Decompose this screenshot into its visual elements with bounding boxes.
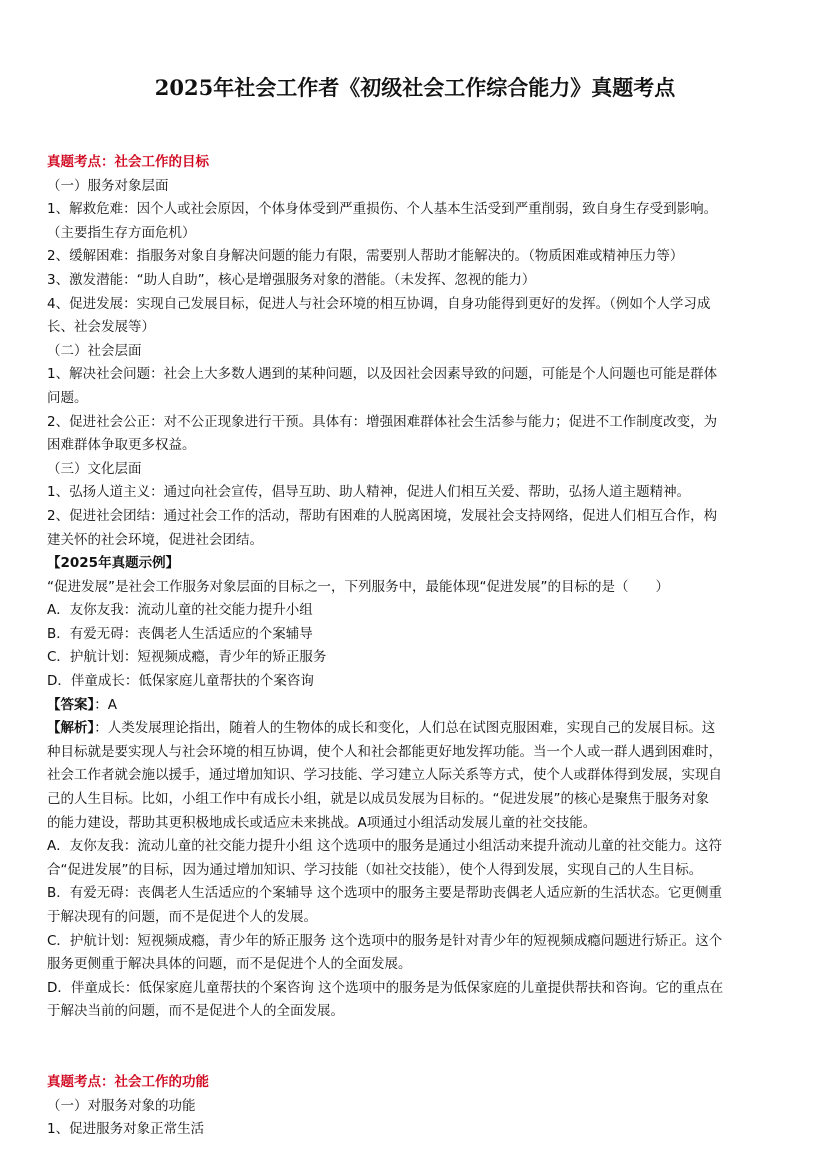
text-line: 种目标就是要实现人与社会环境的相互协调，使个人和社会都能更好地发挥功能。当一个人或一群人遇到困难时，	[47, 743, 722, 760]
analysis-line	[47, 717, 782, 741]
example-heading: 【2025年真题示例】	[47, 555, 180, 572]
text-line: 的能力建设，帮助其更积极地成长或适应未来挑战。A项通过小组活动发展儿童的社交技能。	[47, 814, 597, 831]
option-a: A．友你友我：流动儿童的社交能力提升小组	[47, 602, 313, 619]
text-line: （主要指生存方面危机）	[47, 224, 196, 241]
subheading-social-level: （二）社会层面	[47, 342, 142, 359]
text-line: 1、解救危难：因个人或社会原因，个体身体受到严重损伤、个人基本生活受到严重削弱，致自身生存受到影响。	[47, 201, 718, 218]
option-c: C．护航计划：短视频成瘾，青少年的矫正服务	[47, 649, 327, 666]
answer-line	[47, 694, 782, 718]
text-line: 社会工作者就会施以援手，通过增加知识、学习技能、学习建立人际关系等方式，使个人或群体得到发展，实现自	[47, 767, 722, 784]
text-line: 2、促进社会团结：通过社会工作的活动，帮助有困难的人脱离困境，发展社会支持网络，促进人们相互合作，构	[47, 507, 718, 524]
answer-label: 【答案】	[47, 696, 95, 713]
text-line: A．友你友我：流动儿童的社交能力提升小组 这个选项中的服务是通过小组活动来提升流动儿童的社交能力。这符	[47, 838, 723, 855]
section-heading-goals: 真题考点：社会工作的目标	[47, 154, 209, 170]
subheading-client-level: （一）服务对象层面	[47, 177, 169, 194]
text-line: 长、社会发展等）	[47, 319, 155, 336]
text-line: B．有爱无碍：丧偶老人生活适应的个案辅导 这个选项中的服务主要是帮助丧偶老人适应新的生活状态。它更侧重	[47, 885, 723, 902]
subheading-culture-level: （三）文化层面	[47, 460, 142, 477]
answer-value: ：A	[94, 696, 117, 713]
text-line: 3、激发潜能：“助人自助”，核心是增强服务对象的潜能。（未发挥、忽视的能力）	[47, 271, 536, 288]
text-line: 2、缓解困难：指服务对象自身解决问题的能力有限，需要别人帮助才能解决的。（物质困难或精神压力等）	[47, 248, 684, 265]
analysis-text: ：人类发展理论指出，随着人的生物体的成长和变化，人们总在试图克服困难，实现自己的发展目标。这	[94, 720, 716, 737]
text-line: 问题。	[47, 389, 88, 406]
text-line: 于解决当前的问题，而不是促进个人的全面发展。	[47, 1003, 344, 1020]
option-b: B．有爱无碍：丧偶老人生活适应的个案辅导	[47, 625, 313, 642]
text-line: 困难群体争取更多权益。	[47, 437, 196, 454]
section-gap	[47, 1024, 782, 1071]
document-title: 2025年社会工作者《初级社会工作综合能力》真题考点	[154, 75, 676, 100]
subheading-client-functions: （一）对服务对象的功能	[47, 1097, 196, 1114]
document-body	[47, 151, 782, 1142]
text-line: 1、促进服务对象正常生活	[47, 1121, 205, 1138]
text-line: D．伴童成长：低保家庭儿童帮扶的个案咨询 这个选项中的服务是为低保家庭的儿童提供帮扶和咨询。它的重点在	[47, 979, 724, 996]
text-line: C．护航计划：短视频成瘾，青少年的矫正服务 这个选项中的服务是针对青少年的短视频成瘾问题进行矫正。这个	[47, 932, 723, 949]
text-line: 4、促进发展：实现自己发展目标，促进人与社会环境的相互协调，自身功能得到更好的发挥。（例如个人学习成	[47, 295, 711, 312]
text-line: 己的人生目标。比如，小组工作中有成长小组，就是以成员发展为目标的。“促进发展”的核心是聚焦于服务对象	[47, 791, 709, 808]
text-line: 1、解决社会问题：社会上大多数人遇到的某种问题，以及因社会因素导致的问题，可能是个人问题也可能是群体	[47, 366, 718, 383]
option-d: D．伴童成长：低保家庭儿童帮扶的个案咨询	[47, 673, 314, 690]
text-line: 1、弘扬人道主义：通过向社会宣传，倡导互助、助人精神，促进人们相互关爱、帮助，弘扬人道主题精神。	[47, 484, 691, 501]
text-line: 服务更侧重于解决具体的问题，而不是促进个人的全面发展。	[47, 956, 412, 973]
question-text: “促进发展”是社会工作服务对象层面的目标之一，下列服务中，最能体现“促进发展”的目标的是（ ）	[47, 578, 669, 595]
text-line: 2、促进社会公正：对不公正现象进行干预。具体有：增强困难群体社会生活参与能力；促进不工作制度改变，为	[47, 413, 718, 430]
text-line: 建关怀的社会环境，促进社会团结。	[47, 531, 263, 548]
section-heading-functions: 真题考点：社会工作的功能	[47, 1073, 209, 1090]
analysis-label: 【解析】	[47, 720, 95, 737]
text-line: 合“促进发展”的目标，因为通过增加知识、学习技能（如社交技能），使个人得到发展，实现自己的人生目标。	[47, 861, 703, 878]
text-line: 于解决现有的问题，而不是促进个人的发展。	[47, 909, 317, 925]
